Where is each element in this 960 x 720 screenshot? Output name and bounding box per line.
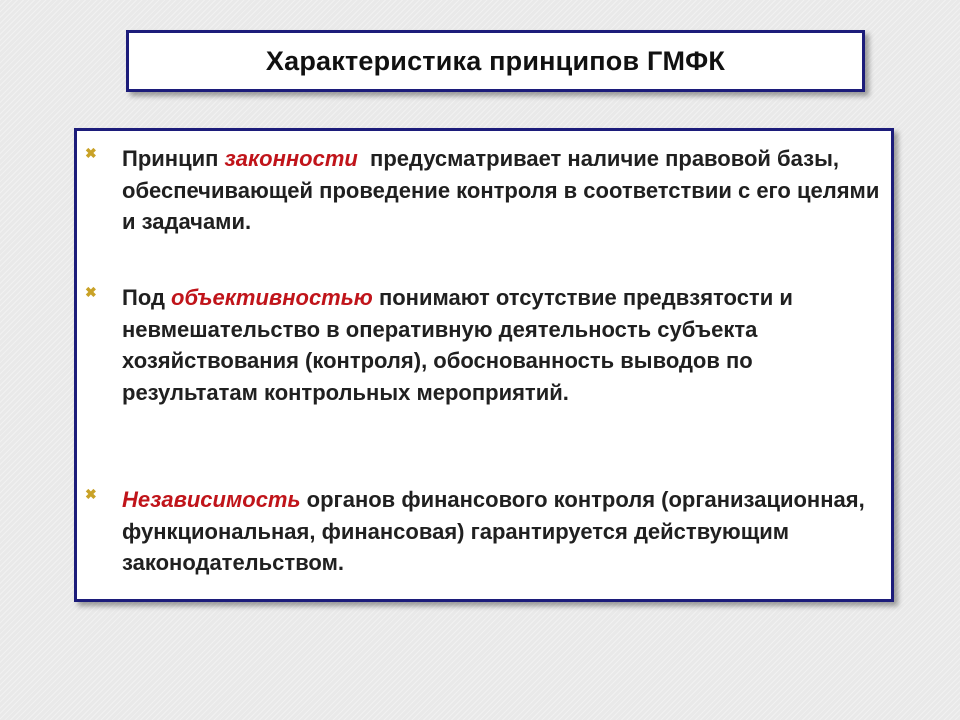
- bullet-text: [122, 143, 885, 238]
- slide-title: Характеристика принципов ГМФК: [265, 45, 726, 76]
- title-box: [126, 30, 865, 92]
- bullet-text-rest: органов финансового контроля (организационная, функциональная, финансовая) гарантируется действующим законодательством.: [122, 487, 865, 575]
- content-box: [74, 128, 894, 602]
- bullet-text-lead: Принцип: [122, 146, 225, 171]
- bullet-emphasis: Независимость: [122, 487, 301, 512]
- bullet-objectivity: [85, 282, 885, 408]
- x-bullet-icon: ✖: [85, 486, 97, 502]
- bullet-emphasis: объективностью: [171, 285, 373, 310]
- bullet-text: [122, 484, 885, 579]
- x-bullet-icon: ✖: [85, 145, 97, 161]
- bullet-text-rest: предусматривает наличие правовой базы, обеспечивающей проведение контроля в соответствии с его целями и задачами.: [122, 146, 886, 234]
- bullet-text-rest: понимают отсутствие предвзятости и невмешательство в оперативную деятельность субъекта хозяйствования (контроля), обоснованность выводов по результатам контрольных мероприятий.: [122, 285, 793, 405]
- bullet-legality: [85, 143, 885, 238]
- bullet-text-lead: Под: [122, 285, 172, 310]
- bullet-emphasis: законности: [224, 146, 358, 171]
- x-bullet-icon: ✖: [85, 284, 97, 300]
- bullet-text: [122, 282, 885, 408]
- bullet-independence: [85, 484, 885, 579]
